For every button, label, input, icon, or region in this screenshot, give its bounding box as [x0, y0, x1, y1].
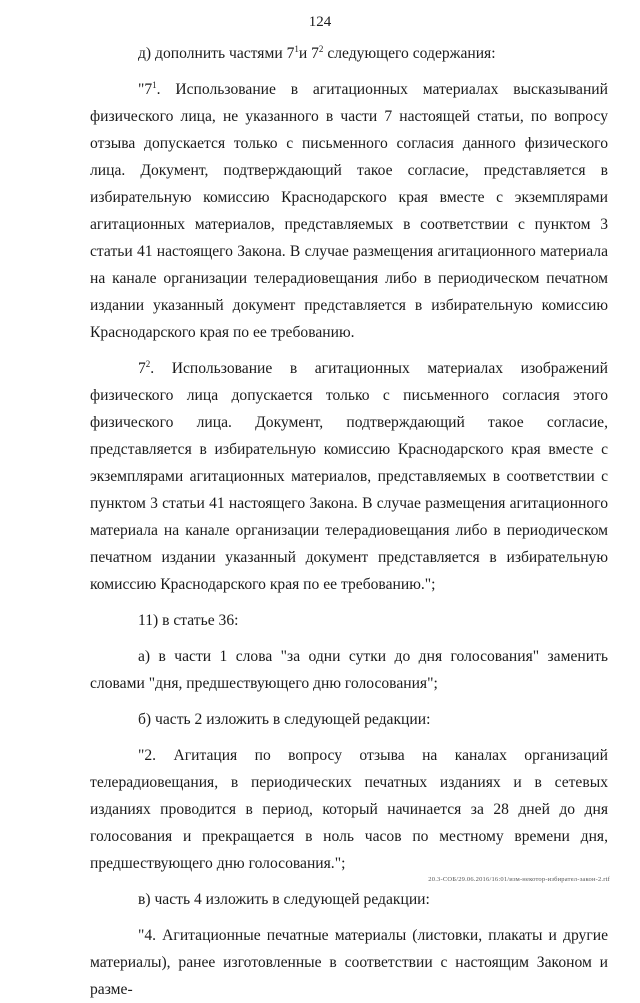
page-number: 124 [308, 14, 332, 30]
item-d-paragraph [90, 40, 608, 67]
part-7-2-paragraph [90, 355, 608, 598]
item-d-text: д) дополнить частями 7 [138, 45, 295, 62]
file-path-footer: 20.3-СОБ/29.06.2016/16:01/изм-некотор-избирател-закон-2.rtf [428, 876, 610, 883]
part-7-2-number: 7 [138, 360, 146, 377]
item-d-text: следующего содержания: [323, 45, 496, 62]
superscript: 1 [294, 43, 299, 54]
document-body [90, 40, 608, 1003]
part-4-paragraph: "4. Агитационные печатные материалы (листовки, плакаты и другие материалы), ранее изготовленные в соответствии с настоящим Законом и разме- [90, 927, 608, 998]
item-11-paragraph: 11) в статье 36: [138, 612, 239, 629]
superscript: 2 [318, 43, 324, 54]
part-7-1-text: . Использование в агитационных материалах высказываний физического лица, не указанного в части 7 настоящей статьи, по вопросу отзыва допускается только с письменного согласия данного физического лица. Документ, подтверждающий такое согласие, представляется в избирательную комиссию Краснодарского края вместе с экземплярами агитационных материалов, представляемых в соответствии с пунктом 3 статьи 41 настоящего Закона. В случае размещения агитационного материала на канале организации телерадиовещания либо в периодическом печатном издании указанный документ представляется в избирательную комиссию Краснодарского края по ее требованию. [90, 81, 608, 341]
item-d-text: и 7 [298, 45, 319, 62]
superscript: 2 [145, 358, 151, 369]
part-7-1-number: "7 [138, 81, 153, 98]
part-2-paragraph: "2. Агитация по вопросу отзыва на каналах организаций телерадиовещания, в периодических печатных изданиях и в сетевых изданиях проводится в период, который начинается за 28 дней до дня голосования и прекращается в ноль часов по местному времени дня, предшествующего дню голосования."; [90, 747, 608, 872]
superscript: 1 [152, 79, 157, 90]
part-7-1-paragraph [90, 76, 608, 346]
item-v-paragraph: в) часть 4 изложить в следующей редакции: [138, 891, 430, 908]
item-b-paragraph: б) часть 2 изложить в следующей редакции: [138, 711, 431, 728]
part-7-2-text: . Использование в агитационных материалах изображений физического лица допускается только с письменного согласия этого физического лица. Документ, подтверждающий такое согласие, представляется в избирательную комиссию Краснодарского края вместе с экземплярами агитационных материалов, представляемых в соответствии с пунктом 3 статьи 41 настоящего Закона. В случае размещения агитационного материала на канале организации телерадиовещания либо в периодическом печатном издании указанный документ представляется в избирательную комиссию Краснодарского края по ее требованию."; [90, 360, 608, 593]
item-a-paragraph: а) в части 1 слова "за одни сутки до дня голосования" заменить словами "дня, предшествующего дню голосования"; [90, 648, 608, 692]
